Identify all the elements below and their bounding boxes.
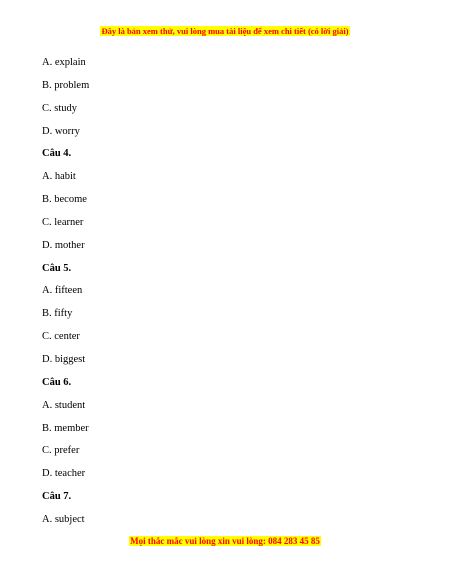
preview-notice-text: Đây là bản xem thử, vui lòng mua tài liệu để xem chi tiết (có lời giải)	[101, 26, 349, 36]
option-line: A. student	[42, 399, 86, 411]
option-line: A. fifteen	[42, 285, 83, 297]
question-heading: Câu 5.	[42, 262, 72, 274]
contact-notice-banner	[0, 536, 450, 547]
option-line: B. become	[42, 194, 87, 206]
option-line: D. mother	[42, 239, 85, 251]
option-line: A. subject	[42, 513, 85, 525]
question-list	[42, 56, 422, 536]
option-line: B. member	[42, 422, 89, 434]
contact-notice-text: Mọi thắc mắc vui lòng xin vui lòng: 084 283 45 85	[130, 536, 320, 546]
option-line: C. prefer	[42, 445, 80, 457]
option-line: D. worry	[42, 125, 80, 137]
question-heading: Câu 4.	[42, 148, 72, 160]
preview-notice-banner	[0, 26, 450, 37]
option-line: A. habit	[42, 171, 76, 183]
option-line: C. center	[42, 331, 80, 343]
question-heading: Câu 6.	[42, 376, 72, 388]
option-line: C. learner	[42, 216, 84, 228]
option-line: D. biggest	[42, 353, 86, 365]
option-line: B. problem	[42, 79, 90, 91]
option-line: A. explain	[42, 57, 86, 68]
question-heading: Câu 7.	[42, 491, 72, 503]
option-line: B. fifty	[42, 308, 73, 320]
option-line: C. study	[42, 102, 78, 114]
option-line: D. teacher	[42, 468, 86, 480]
